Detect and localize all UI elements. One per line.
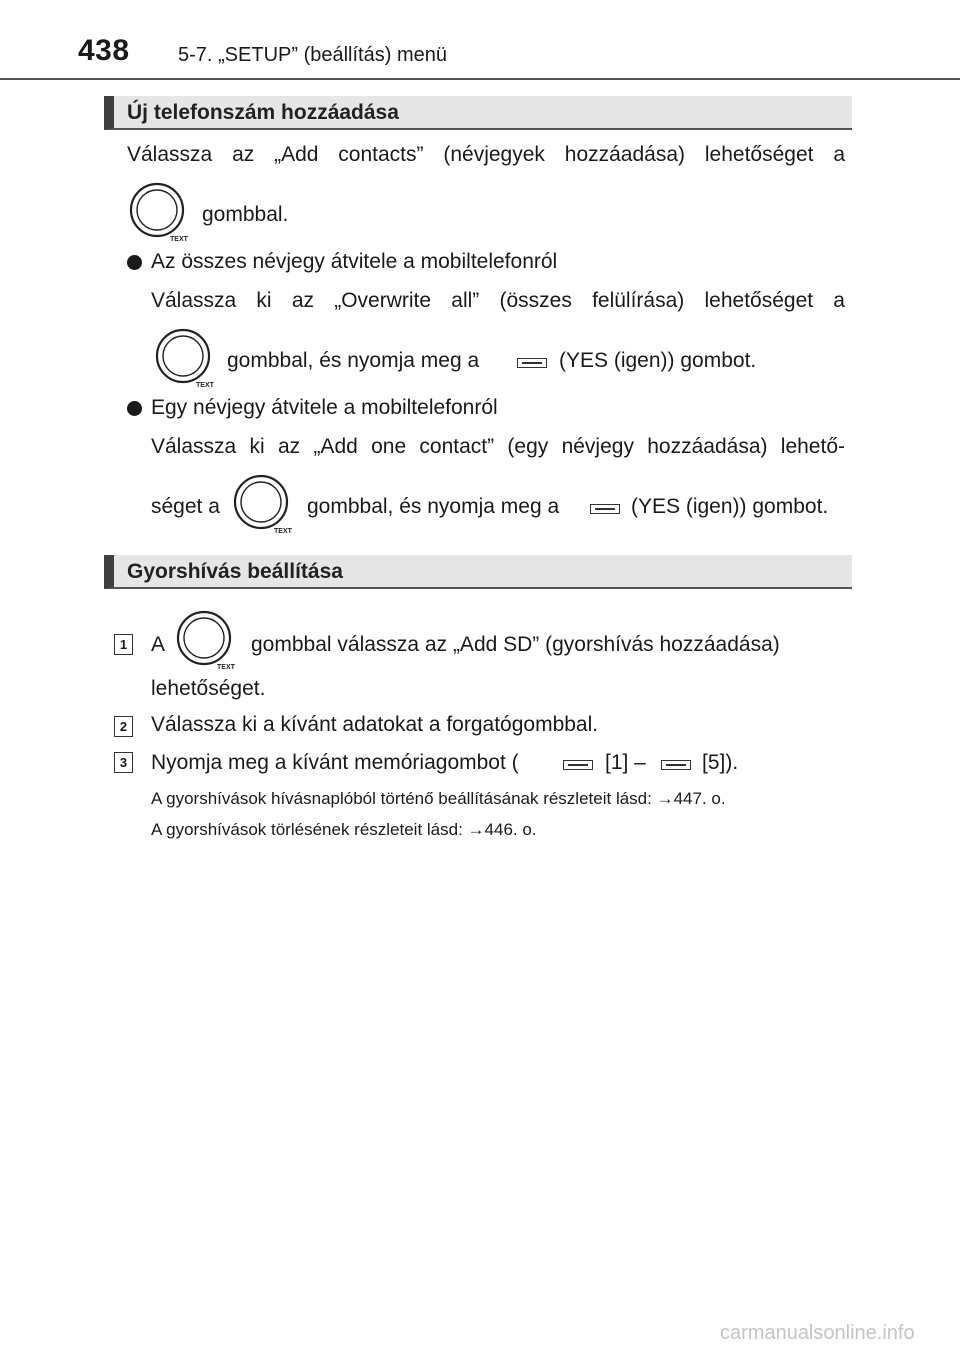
bullet1-title: Az összes névjegy átvitele a mobiltelefonról [151, 250, 558, 273]
header-rule [0, 78, 960, 80]
step-number: 1 [114, 634, 133, 655]
bullet2-title: Egy névjegy átvitele a mobiltelefonról [151, 396, 498, 419]
step3-text-b: [1] – [605, 751, 646, 774]
knob-label: TEXT [170, 236, 188, 242]
step1-line-2: lehetőséget. [151, 677, 266, 700]
section-header-new-number [104, 96, 852, 130]
panel-button-icon [517, 358, 547, 368]
bullet2-line-1: Válassza ki az „Add one contact” (egy névjegy hozzáadása) lehető- [151, 435, 845, 458]
intro-line-1: Válassza az „Add contacts” (névjegyek hozzáadása) lehetőséget a [127, 143, 845, 166]
note-delete: A gyorshívások törlésének részleteit lásd: →446. o. [151, 820, 537, 839]
page-number: 438 [78, 34, 130, 67]
step1-line-1b: gombbal válassza az „Add SD” (gyorshívás hozzáadása) [251, 633, 780, 656]
knob-label: TEXT [217, 664, 235, 670]
tune-knob-icon [154, 326, 216, 388]
bullet-dot [127, 255, 142, 270]
bullet2-line-4: (YES (igen)) gombot. [631, 495, 829, 518]
panel-button-icon [590, 504, 620, 514]
bullet-dot [127, 401, 142, 416]
section-title: Új telefonszám hozzáadása [127, 101, 399, 124]
step3-text-a: Nyomja meg a kívánt memóriagombot ( [151, 751, 519, 774]
panel-button-icon [661, 760, 691, 770]
bullet1-line-1: Válassza ki az „Overwrite all” (összes felülírása) lehetőséget a [151, 289, 845, 312]
note-history: A gyorshívások hívásnaplóból történő beállításának részleteit lásd: →447. o. [151, 789, 726, 808]
knob-label: TEXT [196, 382, 214, 388]
panel-button-icon [563, 760, 593, 770]
step3-text-c: [5]). [702, 751, 739, 774]
tune-knob-icon [232, 472, 294, 534]
knob-label: TEXT [274, 528, 292, 534]
chapter-title: 5-7. „SETUP” (beállítás) menü [178, 44, 447, 66]
tune-knob-icon [175, 608, 237, 670]
section-header-speed-dial [104, 555, 852, 589]
tune-knob-icon [128, 180, 190, 242]
bullet2-line-3: gombbal, és nyomja meg a [307, 495, 560, 518]
bullet2-line-2: séget a [151, 495, 220, 518]
step-number: 3 [114, 752, 133, 773]
step1-line-1a: A [151, 633, 166, 656]
bullet1-line-2: gombbal, és nyomja meg a [227, 349, 480, 372]
step-number: 2 [114, 716, 133, 737]
bullet1-line-3: (YES (igen)) gombot. [559, 349, 757, 372]
intro-line-2: gombbal. [202, 203, 289, 226]
step2-text: Válassza ki a kívánt adatokat a forgatógombbal. [151, 713, 599, 736]
watermark: carmanualsonline.info [720, 1322, 915, 1344]
section-title: Gyorshívás beállítása [127, 560, 343, 583]
